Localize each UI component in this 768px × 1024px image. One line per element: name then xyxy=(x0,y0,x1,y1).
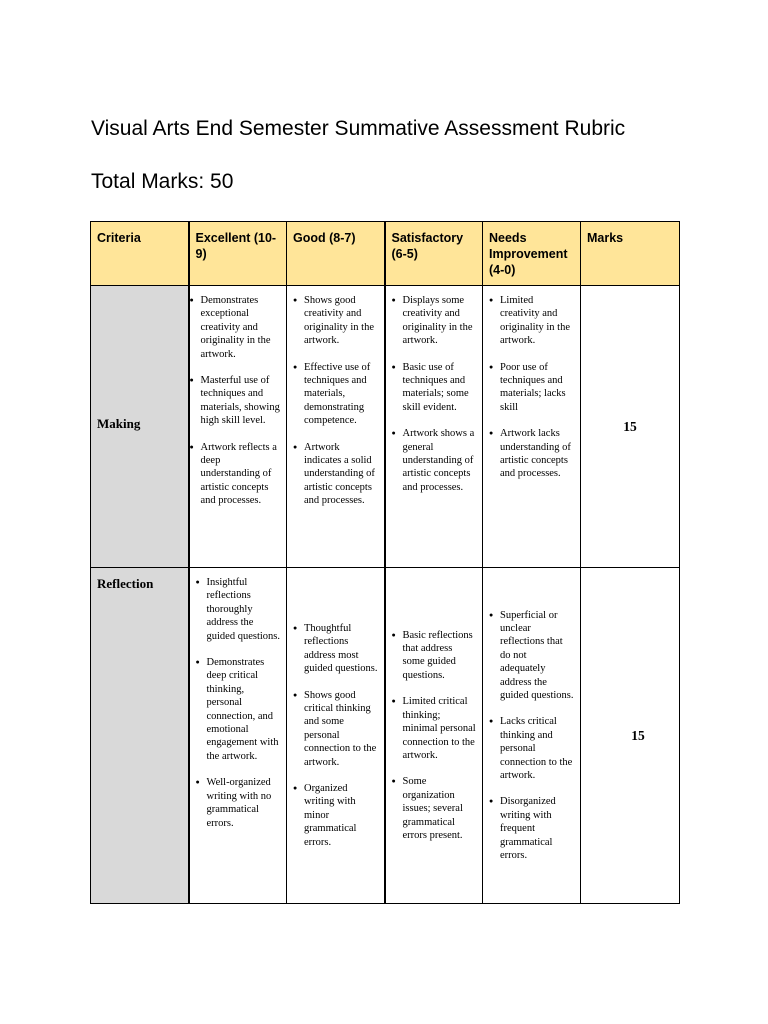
header-satisfactory xyxy=(385,222,483,286)
list-item: ● Effective use of techniques and materials, demonstrating competence. xyxy=(293,361,378,428)
header-excellent-label: Excellent (10-9) xyxy=(195,231,277,261)
header-good xyxy=(287,222,385,286)
reflection-needs-improvement-cell xyxy=(483,568,581,904)
descriptor-list xyxy=(386,629,483,843)
total-marks: Total Marks: 50 xyxy=(91,170,234,193)
descriptor-list xyxy=(287,286,384,508)
header-excellent xyxy=(189,222,287,286)
criterion-cell-reflection xyxy=(91,568,189,904)
header-criteria-label: Criteria xyxy=(97,231,141,245)
list-item: ● Artwork indicates a solid understanding of artistic concepts and processes. xyxy=(293,441,378,508)
list-item: ● Thoughtful reflections address most guided questions. xyxy=(293,622,378,676)
descriptor-list xyxy=(190,286,287,508)
reflection-good-cell xyxy=(287,568,385,904)
list-item: ● Insightful reflections thoroughly address the guided questions. xyxy=(196,576,281,643)
rubric-table xyxy=(90,221,680,904)
list-item: ● Shows good critical thinking and some personal connection to the artwork. xyxy=(293,689,378,769)
descriptor-list xyxy=(190,568,287,830)
header-row xyxy=(91,222,680,286)
table-row-making xyxy=(91,286,680,568)
list-item: ● Some organization issues; several grammatical errors present. xyxy=(392,775,477,842)
list-item: ● Well-organized writing with no grammatical errors. xyxy=(196,776,281,830)
making-excellent-cell xyxy=(189,286,287,568)
making-needs-improvement-cell xyxy=(483,286,581,568)
header-satisfactory-label: Satisfactory (6-5) xyxy=(391,231,464,261)
header-criteria xyxy=(91,222,189,286)
descriptor-list xyxy=(483,609,580,863)
list-item: ● Artwork shows a general understanding of artistic concepts and processes. xyxy=(392,427,477,494)
descriptor-list xyxy=(287,622,384,849)
list-item: ● Basic use of techniques and materials; some skill evident. xyxy=(392,361,477,415)
list-item: ● Lacks critical thinking and personal connection to the artwork. xyxy=(489,715,574,782)
descriptor-list xyxy=(386,286,483,494)
list-item: ● Basic reflections that address some guided questions. xyxy=(392,629,477,683)
header-marks-label: Marks xyxy=(587,231,624,245)
header-good-label: Good (8-7) xyxy=(293,231,356,245)
list-item: ● Organized writing with minor grammatical errors. xyxy=(293,782,378,849)
criterion-cell-making xyxy=(91,286,189,568)
list-item: ● Artwork lacks understanding of artistic concepts and processes. xyxy=(489,427,574,481)
list-item: ● Limited creativity and originality in the artwork. xyxy=(489,294,574,348)
marks-value: 15 xyxy=(631,727,645,743)
list-item: ● Shows good creativity and originality in the artwork. xyxy=(293,294,378,348)
reflection-excellent-cell xyxy=(189,568,287,904)
list-item: ● Poor use of techniques and materials; lacks skill xyxy=(489,361,574,415)
list-item: ● Demonstrates exceptional creativity and originality in the artwork. xyxy=(190,294,281,361)
list-item: ● Superficial or unclear reflections that do not adequately address the guided questions. xyxy=(489,609,574,703)
making-satisfactory-cell xyxy=(385,286,483,568)
making-marks-cell xyxy=(581,286,680,568)
table-row-reflection xyxy=(91,568,680,904)
criterion-label: Reflection xyxy=(97,576,154,591)
marks-value: 15 xyxy=(623,418,637,434)
reflection-marks-cell xyxy=(581,568,680,904)
criterion-label: Making xyxy=(97,415,141,431)
reflection-satisfactory-cell xyxy=(385,568,483,904)
document-title: Visual Arts End Semester Summative Assessment Rubric xyxy=(91,117,626,140)
header-needs-improvement-label: Needs Improvement (4-0) xyxy=(489,231,568,277)
header-needs-improvement xyxy=(483,222,581,286)
list-item: ● Displays some creativity and originality in the artwork. xyxy=(392,294,477,348)
header-marks xyxy=(581,222,680,286)
descriptor-list xyxy=(483,286,580,481)
list-item: ● Limited critical thinking; minimal personal connection to the artwork. xyxy=(392,695,477,762)
list-item: ● Disorganized writing with frequent grammatical errors. xyxy=(489,795,574,862)
list-item: ● Masterful use of techniques and materials, showing high skill level. xyxy=(190,374,281,428)
making-good-cell xyxy=(287,286,385,568)
list-item: ● Artwork reflects a deep understanding of artistic concepts and processes. xyxy=(190,441,281,508)
list-item: ● Demonstrates deep critical thinking, personal connection, and emotional engagement with the artwork. xyxy=(196,656,281,763)
